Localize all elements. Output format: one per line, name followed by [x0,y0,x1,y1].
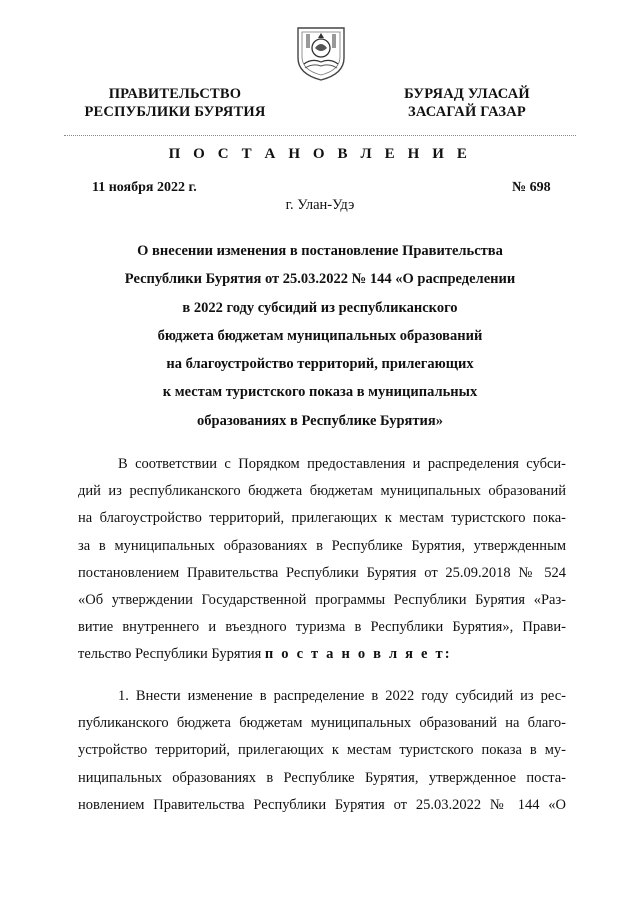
government-name-russian [60,85,290,121]
text-line-prefix: тельство Республики Бурятия [78,646,262,663]
document-date: 11 ноября 2022 г. [92,180,197,195]
text-line: В соответствии с Порядком предоставления и распределения субси- [118,456,566,472]
text-line: витие внутреннего и въездного туризма в Республики Бурятия», Прави- [78,619,566,636]
title-line: бюджета бюджетам муниципальных образований [157,327,483,344]
title-line: к местам туристского показа в муниципальных [162,384,478,401]
text-line: за в муниципальных образованиях в Республике Бурятия, утвержденным [78,537,566,554]
title-line: Республики Бурятия от 25.03.2022 № 144 «О распределении [124,271,516,288]
preamble-paragraph [78,451,566,669]
org-line: РЕСПУБЛИКИ БУРЯТИЯ [84,104,266,120]
header-divider [64,135,576,136]
text-line: «Об утверждении Государственной программы Республики Бурятия «Раз- [78,592,566,609]
document-title [100,237,540,435]
text-line [78,641,566,668]
document-city: г. Улан-Удэ [285,197,355,213]
org-line: ПРАВИТЕЛЬСТВО [108,86,242,102]
resolves-keyword: п о с т а н о в л я е т: [264,646,452,663]
text-line: 1. Внести изменение в распределение в 2022 году субсидий из рес- [118,688,566,704]
clause-1-paragraph [78,683,566,819]
org-line: БУРЯАД УЛАСАЙ [404,86,530,102]
government-name-buryat [372,85,562,121]
text-line: дий из республиканского бюджета бюджетам муниципальных образований [78,483,566,500]
text-line: на благоустройство территорий, прилегающих к местам туристского пока- [78,510,566,527]
document-type: П О С Т А Н О В Л Е Н И Е [168,146,472,162]
document-number: № 698 [512,180,551,195]
title-line: на благоустройство территорий, прилегающих [166,356,474,373]
text-line: устройство территорий, прилегающих к местам туристского показа в му- [78,742,566,759]
coat-of-arms-emblem [294,24,348,82]
title-line: образованиях в Республике Бурятия» [197,412,443,429]
text-line: новлением Правительства Республики Бурятия от 25.03.2022 № 144 «О [78,796,566,813]
text-line: публиканского бюджета бюджетам муниципальных образований на благо- [78,715,566,732]
title-line: О внесении изменения в постановление Правительства [137,243,503,259]
text-line: постановлением Правительства Республики Бурятия от 25.09.2018 № 524 [78,564,566,581]
title-line: в 2022 году субсидий из республиканского [182,299,458,316]
org-line: ЗАСАГАЙ ГАЗАР [408,104,526,120]
text-line: ниципальных образованиях в Республике Бурятия, утвержденное поста- [78,769,566,786]
